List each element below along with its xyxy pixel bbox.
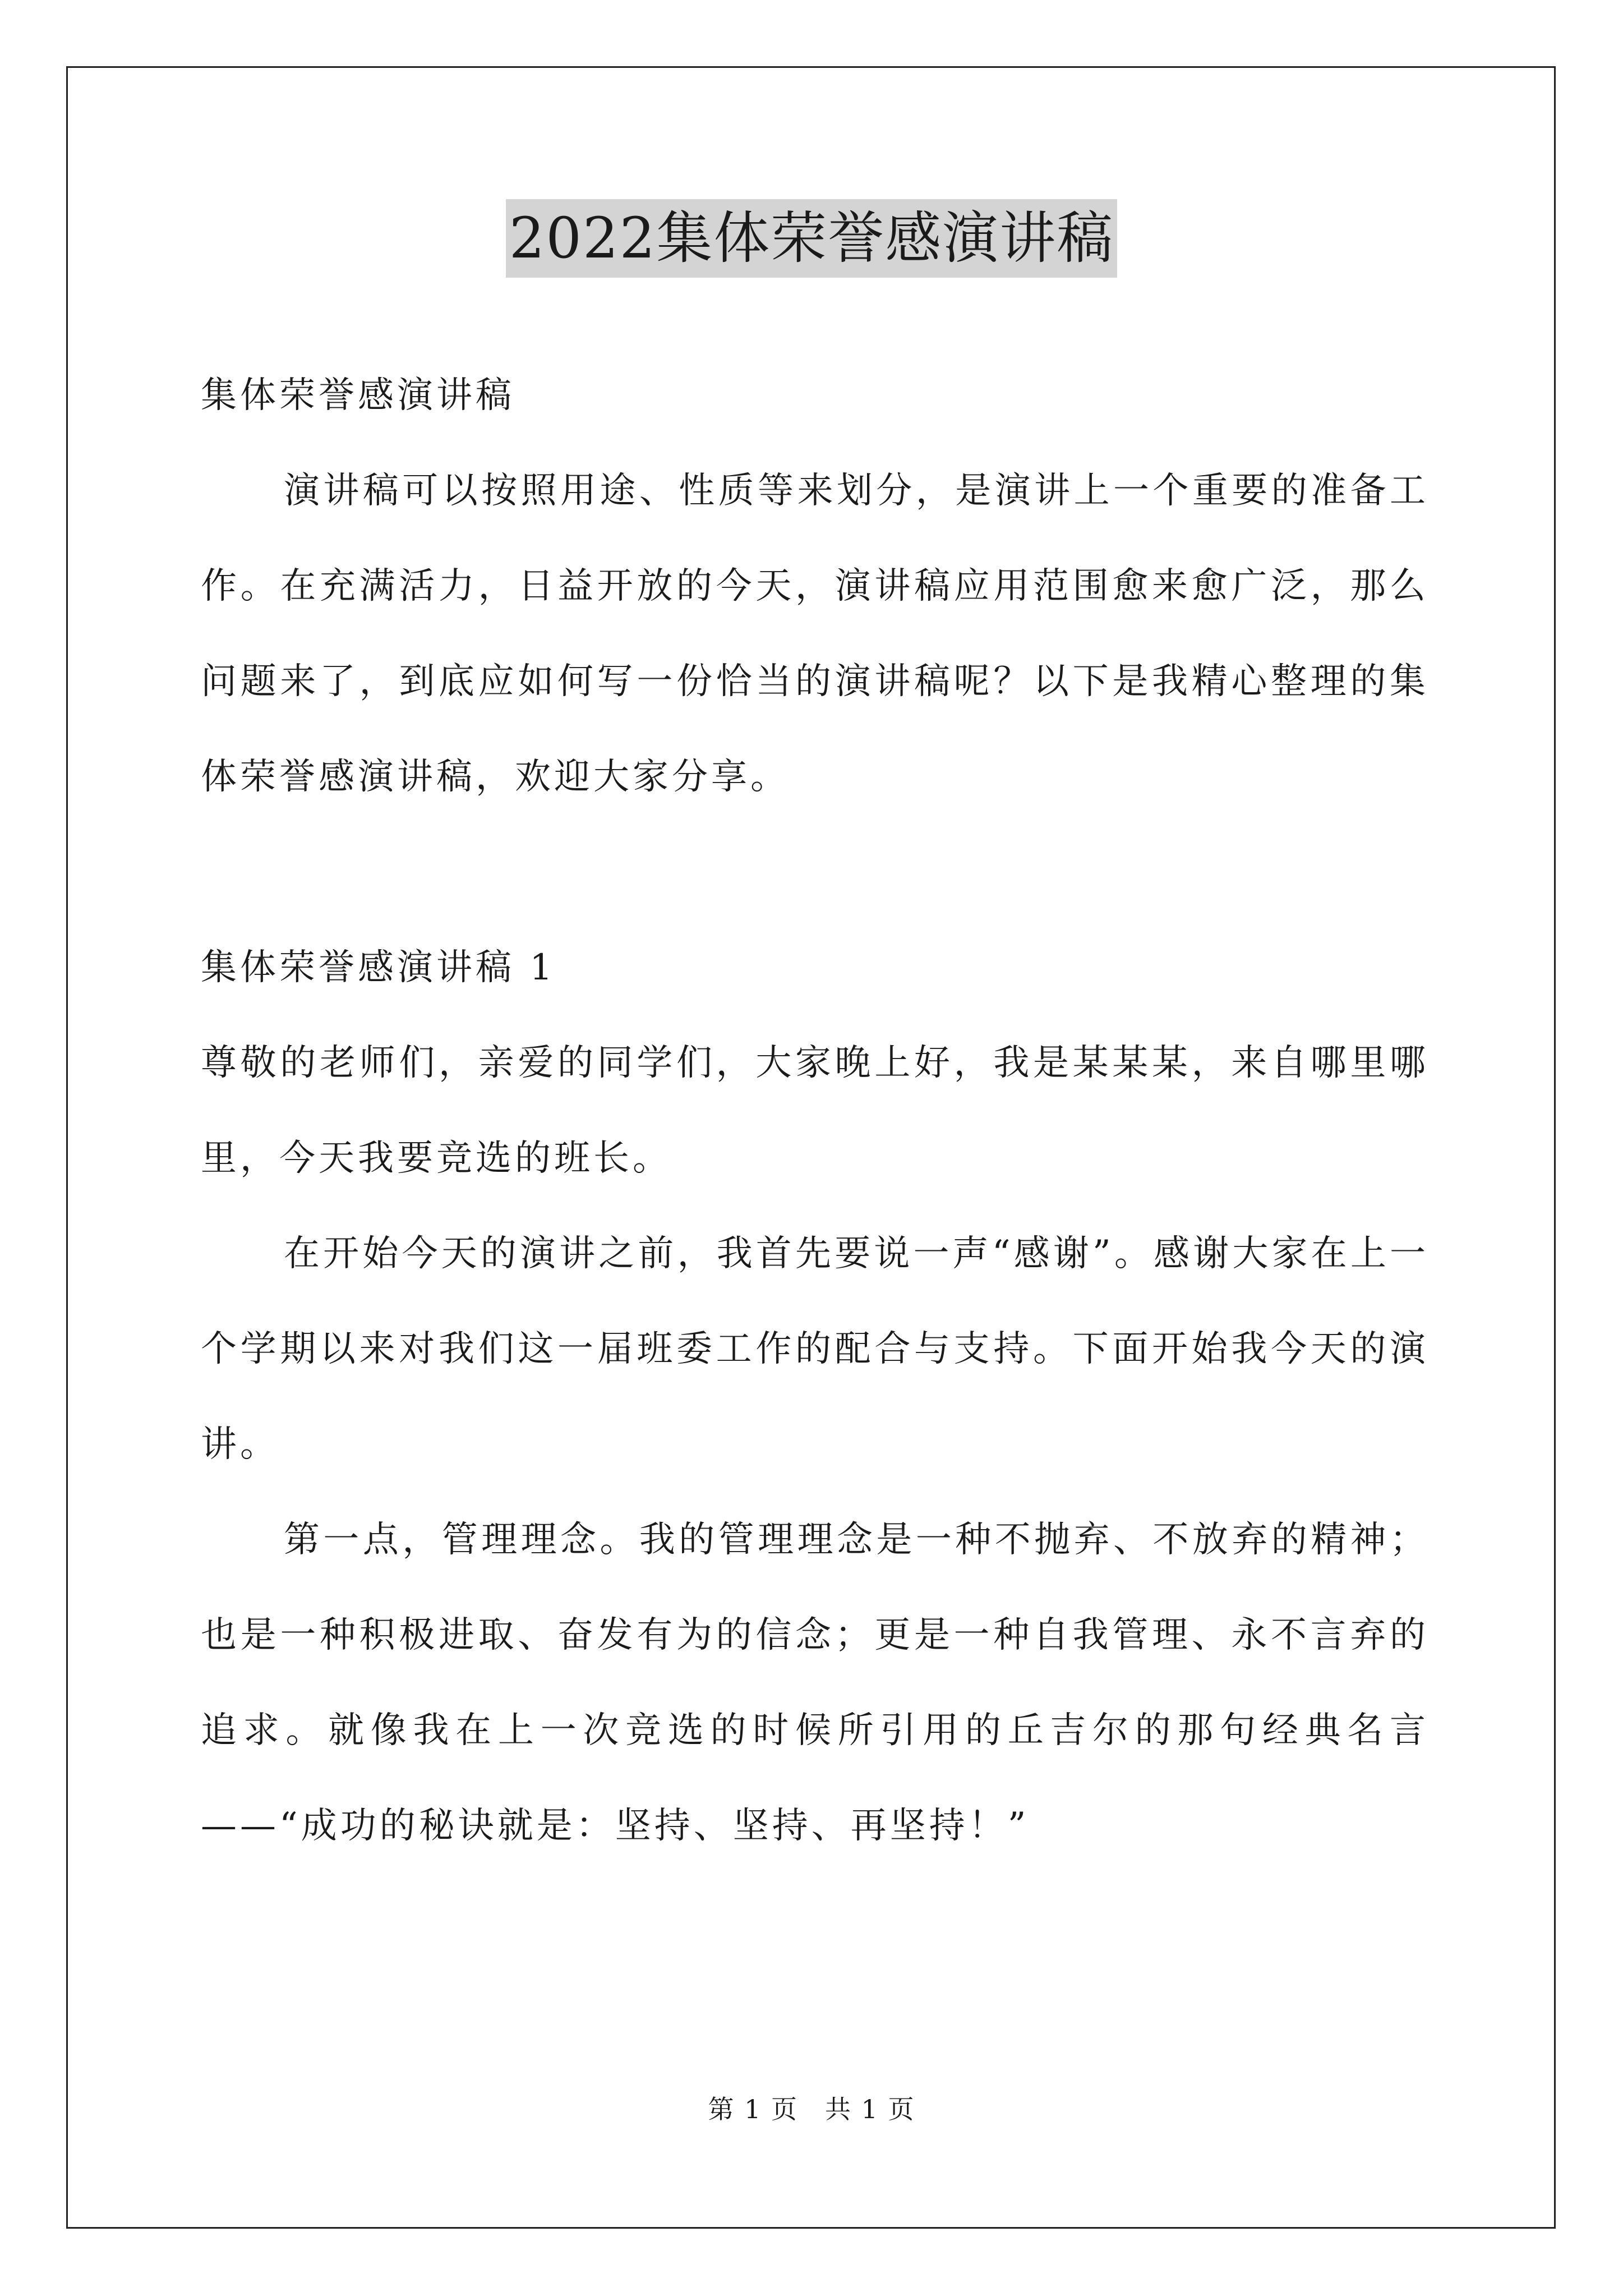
body-paragraph: 第一点，管理理念。我的管理理念是一种不抛弃、不放弃的精神；也是一种积极进取、奋发有为的信念；更是一种自我管理、永不言弃的追求。就像我在上一次竞选的时候所引用的丘吉尔的那句经典名言——“成功的秘诀就是：坚持、坚持、再坚持！” bbox=[201, 1519, 1429, 1847]
section-heading: 集体荣誉感演讲稿 1 bbox=[201, 947, 556, 988]
page-footer: 第 1 页 共 1 页 bbox=[708, 2094, 915, 2124]
title-container bbox=[0, 199, 1623, 278]
body-paragraph: 尊敬的老师们，亲爱的同学们，大家晚上好，我是某某某，来自哪里哪里，今天我要竞选的班长。 bbox=[201, 1042, 1429, 1179]
intro-paragraph: 演讲稿可以按照用途、性质等来划分，是演讲上一个重要的准备工作。在充满活力，日益开放的今天，演讲稿应用范围愈来愈广泛，那么问题来了，到底应如何写一份恰当的演讲稿呢？以下是我精心整理的集体荣誉感演讲稿，欢迎大家分享。 bbox=[201, 470, 1429, 798]
document-title: 2022集体荣誉感演讲稿 bbox=[506, 199, 1118, 278]
document-body bbox=[201, 348, 1429, 1874]
paragraph-spacer bbox=[201, 825, 1429, 920]
body-paragraph: 在开始今天的演讲之前，我首先要说一声“感谢”。感谢大家在上一个学期以来对我们这一届班委工作的配合与支持。下面开始我今天的演讲。 bbox=[201, 1233, 1429, 1465]
document-subtitle: 集体荣誉感演讲稿 bbox=[201, 375, 515, 416]
